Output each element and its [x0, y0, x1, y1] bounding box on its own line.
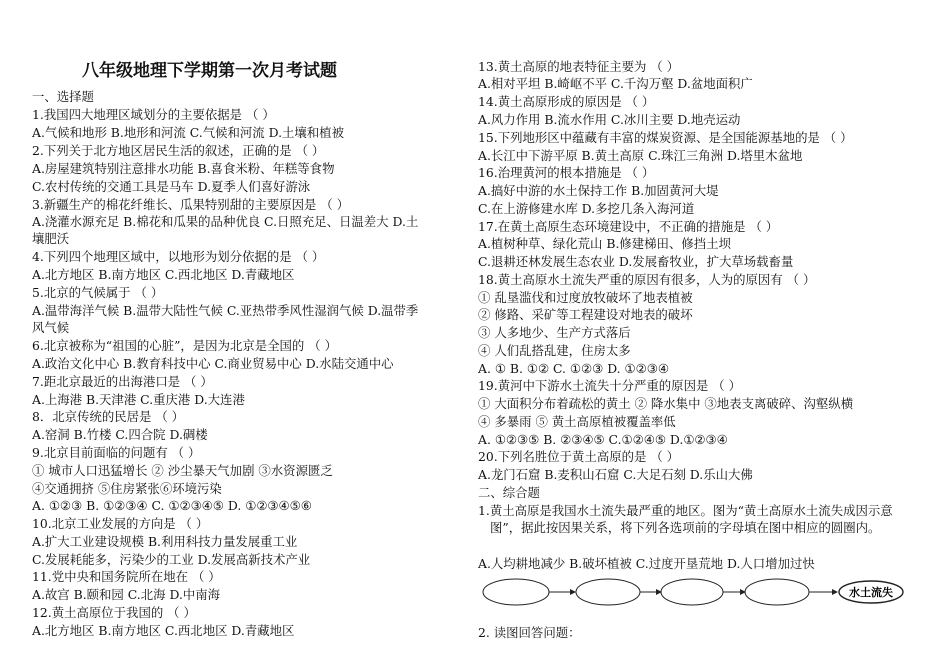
option-line: A. ① B. ①② C. ①②③ D. ①②③④ [478, 361, 669, 376]
option-line: A.北方地区 B.南方地区 C.西北地区 D.青藏地区 [32, 623, 295, 638]
option-line: A.人均耕地减少 B.破坏植被 C.过度开垦荒地 D.人口增加过快 [478, 556, 815, 571]
question-line: 10.北京工业发展的方向是 （ ） [32, 516, 209, 531]
option-line: A.扩大工业建设规模 B.利用科技力量发展重工业 [32, 534, 298, 549]
arrow-head [570, 589, 576, 595]
question-line: 6.北京被称为“祖国的心脏”，是因为北京是全国的 （ ） [32, 338, 337, 353]
option-line: 风气候 [32, 320, 70, 335]
page-title: 八年级地理下学期第一次月考试题 [82, 61, 337, 81]
question-line: 15.下列地形区中蕴藏有丰富的煤炭资源、是全国能源基地的是 （ ） [478, 130, 853, 145]
option-line: 壤肥沃 [32, 231, 70, 246]
question-line: 4.下列四个地理区域中，以地形为划分依据的是 （ ） [32, 249, 325, 264]
statement-line: ① 大面积分布着疏松的黄土 ② 降水集中 ③地表支离破碎、沟壑纵横 [478, 396, 854, 411]
question-line: 11.党中央和国务院所在地在 （ ） [32, 569, 221, 584]
option-line: A.北方地区 B.南方地区 C.西北地区 D.青藏地区 [32, 267, 295, 282]
option-line: C.发展耗能多，污染少的工业 D.发展高新技术产业 [32, 552, 311, 567]
option-line: C.退耕还林发展生态农业 D.发展畜牧业，扩大草场载畜量 [478, 254, 794, 269]
question-text: 2. 读图回答问题： [478, 625, 581, 640]
question-line: 9.北京目前面临的问题有 （ ） [32, 445, 201, 460]
option-line: A.故宫 B.颐和园 C.北海 D.中南海 [32, 587, 221, 602]
answer-circle[interactable] [745, 579, 809, 605]
answer-circle[interactable] [576, 579, 640, 605]
question-line: 14.黄土高原形成的原因是 （ ） [478, 94, 655, 109]
question-line: 20.下列名胜位于黄土高原的是 （ ） [478, 449, 680, 464]
question-line: 1.我国四大地理区域划分的主要依据是 （ ） [32, 107, 275, 122]
question-text: 1.黄土高原是我国水土流失最严重的地区。图为“黄土高原水土流失成因示意图”，据此按因果关系，将下列各选项前的字母填在图中相应的圆圈内。 [478, 503, 893, 535]
option-line: A.政治文化中心 B.教育科技中心 C.商业贸易中心 D.水陆交通中心 [32, 356, 394, 371]
answer-circle[interactable] [661, 579, 723, 605]
question-line: 12.黄土高原位于我国的 （ ） [32, 605, 196, 620]
option-line: A.房屋建筑特别注意排水功能 B.喜食米粉、年糕等食物 [32, 161, 335, 176]
question-line: 2.下列关于北方地区居民生活的叙述，正确的是 （ ） [32, 143, 325, 158]
option-line: A.温带海洋气候 B.温带大陆性气候 C.亚热带季风性湿润气候 D.温带季 [32, 303, 419, 318]
statement-line: ① 乱垦滥伐和过度放牧破坏了地表植被 [478, 290, 693, 305]
question-line: 5.北京的气候属于 （ ） [32, 285, 164, 300]
option-line: A.长江中下游平原 B.黄土高原 C.珠江三角洲 D.塔里木盆地 [478, 148, 803, 163]
option-line: A.相对平坦 B.崎岖不平 C.千沟万壑 D.盆地面积广 [478, 76, 753, 91]
question-line: 7.距北京最近的出海港口是 （ ） [32, 374, 213, 389]
statement-line: ④ 多暴雨 ⑤ 黄土高原植被覆盖率低 [478, 414, 676, 429]
question-line: 13.黄土高原的地表特征主要为 （ ） [478, 59, 680, 74]
section-heading-comprehensive: 二、综合题 [478, 485, 540, 500]
question-line: 19.黄河中下游水土流失十分严重的原因是 （ ） [478, 378, 742, 393]
arrow-head [832, 589, 838, 595]
question-line: 18.黄土高原水土流失严重的原因有很多，人为的原因有 （ ） [478, 272, 816, 287]
option-line: A. ①②③⑤ B. ②③④⑤ C.①②④⑤ D.①②③④ [478, 432, 728, 447]
option-line: C.在上游修建水库 D.多挖几条入海河道 [478, 201, 695, 216]
option-line: A. ①②③ B. ①②③④ C. ①②③④⑤ D. ①②③④⑤⑥ [32, 498, 312, 513]
question-line: 8．北京传统的民居是 （ ） [32, 409, 185, 424]
result-label: 水土流失 [849, 586, 893, 599]
statement-line: ④ 人们乱搭乱建，住房太多 [478, 343, 631, 358]
option-line: A.浇灌水源充足 B.棉花和瓜果的品种优良 C.日照充足、日温差大 D.土 [32, 214, 419, 229]
option-line: ① 城市人口迅猛增长 ② 沙尘暴天气加剧 ③水资源匮乏 [32, 463, 333, 478]
option-line: A.风力作用 B.流水作用 C.冰川主要 D.地壳运动 [478, 112, 741, 127]
option-line: A.上海港 B.天津港 C.重庆港 D.大连港 [32, 392, 245, 407]
answer-circle[interactable] [483, 579, 549, 605]
statement-line: ③ 人多地少、生产方式落后 [478, 325, 631, 340]
option-line: A.龙门石窟 B.麦积山石窟 C.大足石刻 D.乐山大佛 [478, 467, 753, 482]
statement-line: ② 修路、采矿等工程建设对地表的破坏 [478, 307, 693, 322]
section-heading-choice: 一、选择题 [32, 89, 94, 104]
option-line: C.农村传统的交通工具是马车 D.夏季人们喜好游泳 [32, 179, 311, 194]
option-line: A.植树种草、绿化荒山 B.修建梯田、修挡土坝 [478, 236, 731, 251]
question-line: 16.治理黄河的根本措施是 （ ） [478, 165, 655, 180]
option-line: ④交通拥挤 ⑤住房紧张⑥环境污染 [32, 481, 222, 496]
cause-effect-diagram [478, 570, 918, 614]
question-line: 17.在黄土高原生态环境建设中，不正确的措施是 （ ） [478, 219, 779, 234]
option-line: A.窑洞 B.竹楼 C.四合院 D.碉楼 [32, 427, 208, 442]
option-line: A.搞好中游的水土保持工作 B.加固黄河大堤 [478, 183, 719, 198]
question-line: 3.新疆生产的棉花纤维长、瓜果特别甜的主要原因是 （ ） [32, 197, 350, 212]
option-line: A.气候和地形 B.地形和河流 C.气候和河流 D.土壤和植被 [32, 125, 344, 140]
